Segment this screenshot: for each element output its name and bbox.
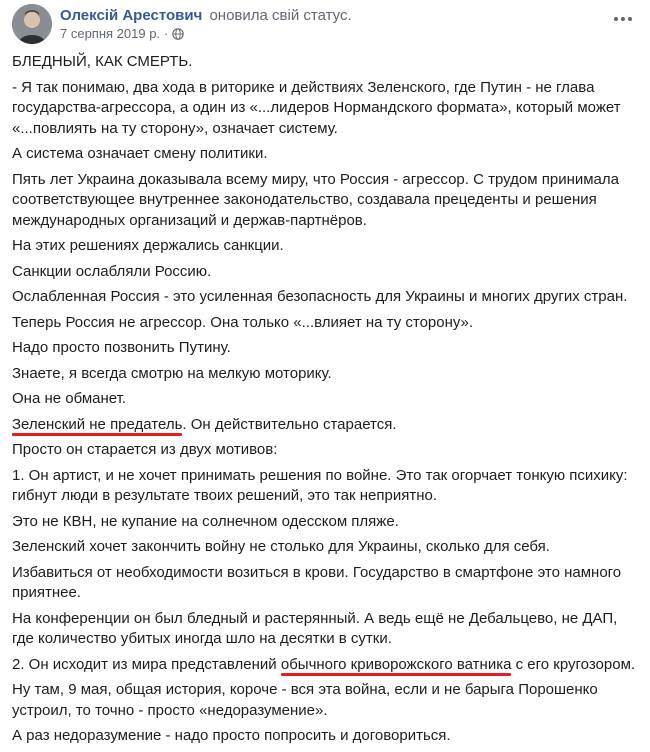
post-paragraph: Просто он старается из двух мотивов: [12,441,278,458]
avatar-photo-icon [12,4,52,44]
post-paragraph: - Я так понимаю, два хода в риторике и действиях Зеленского, где Путин - не глава государства-агрессора, а один из «...лидеров Нормандского формата», который может «...повлиять на ту сторону», означает систему. [12,78,621,137]
post-paragraph: 1. Он артист, и не хочет принимать решения по войне. Это так огорчает тонкую психику: гибнут люди в результате твоих решений, это так неприятно. [12,466,628,504]
meta-separator: · [164,26,169,41]
post-paragraph: БЛЕДНЫЙ, КАК СМЕРТЬ. [12,53,193,70]
post-paragraph-highlighted [12,655,638,676]
paragraph-rest-text: . Он действительно старается. [182,415,397,433]
post-paragraph: Избавиться от необходимости возиться в крови. Государство в смартфоне это намного приятнее. [12,563,622,601]
post-paragraph: А раз недоразумение - надо просто попросить и договориться. [12,727,451,744]
post-body [12,52,638,752]
paragraph-rest-text: с его кругозором. [511,655,636,673]
post-paragraph: Ну там, 9 мая, общая история, короче - вся эта война, если и не барыга Порошенко устроил, то точно - просто «недоразумение». [12,681,598,719]
post-paragraph: Ослабленная Россия - это усиленная безопасность для Украины и многих других стран. [12,288,628,305]
post-action-text: оновила свій статус. [209,7,352,24]
author-avatar[interactable] [12,4,52,44]
globe-icon [172,28,184,40]
red-underlined-text: обычного криворожского ватника [280,655,512,673]
post-paragraph: Санкции ослабляли Россию. [12,262,212,280]
post-meta [60,26,184,42]
post-paragraph: На конференции он был бледный и растерянный. А ведь ещё не Дебальцево, не ДАП, где количество убитых иногда шло на десятки в сутки. [12,609,618,647]
post-paragraph: Зеленский хочет закончить войну не столько для Украины, сколько для себя. [12,538,550,555]
paragraph-lead-text: 2. Он исходит из мира представлений [12,655,281,673]
author-name-link[interactable]: Олексій Арестович [60,7,203,24]
post-paragraph: Пять лет Украина доказывала всему миру, что Россия - агрессор. С трудом принимала соответствующее внутреннее законодательство, создавала прецеденты и решения международных организаций и держав-партнёров. [12,170,619,229]
post-paragraph: А система означает смену политики. [12,145,268,162]
post-paragraph-highlighted [12,415,638,436]
more-options-icon[interactable] [612,14,634,24]
post-paragraph: Это не КВН, не купание на солнечном одесском пляже. [12,512,399,530]
author-line [60,6,352,25]
post-paragraph: Она не обманет. [12,390,127,407]
post-paragraph: Знаете, я всегда смотрю на мелкую моторику. [12,364,332,382]
post-paragraph: Теперь Россия не агрессор. Она только «...влияет на ту сторону». [12,313,474,331]
post-header [12,4,638,44]
red-underlined-text: Зеленский не предатель [12,415,183,433]
post-paragraph: Надо просто позвонить Путину. [12,339,231,356]
post-paragraph: На этих решениях держались санкции. [12,237,284,254]
post-date-link[interactable]: 7 серпня 2019 р. [60,26,161,41]
